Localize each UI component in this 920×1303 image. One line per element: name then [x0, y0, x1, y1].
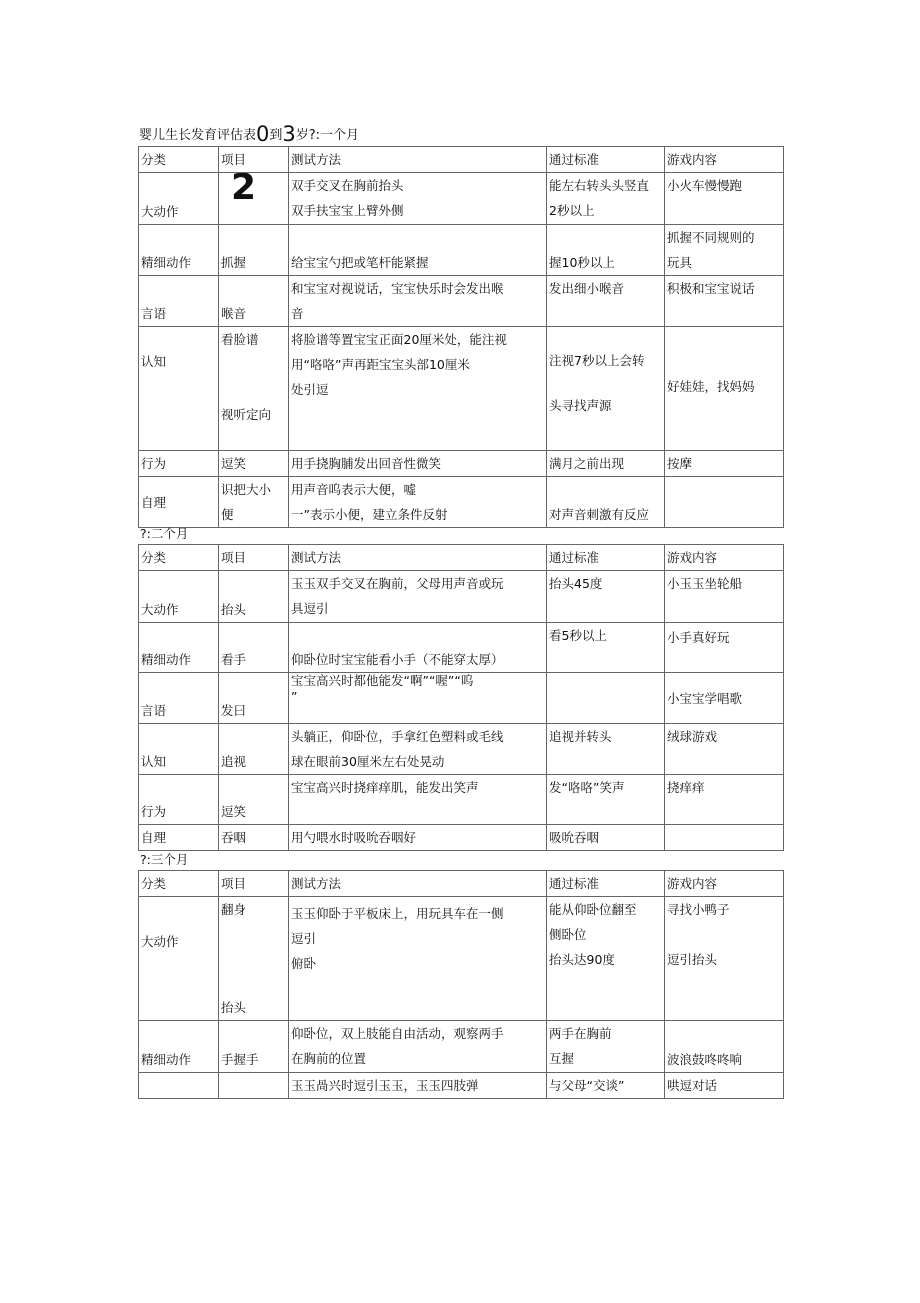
row-category: 行为 — [139, 451, 219, 477]
table-row — [139, 724, 784, 775]
row-method: 给宝宝勺把或笔杆能紧握 — [289, 225, 547, 276]
row-standard: 追视并转头 — [547, 724, 665, 775]
row-method: 双手交叉在胸前抬头 双手扶宝宝上臂外侧 — [289, 173, 547, 225]
row-category: 精细动作 — [139, 1021, 219, 1073]
row-method: 将脸谱等置宝宝正面20厘米处，能注视 用“咯咯”声再距宝宝头部10厘米 处引逗 — [289, 327, 547, 451]
header-standard: 通过标准 — [547, 871, 665, 897]
row-method: 仰卧位时宝宝能看小手（不能穿太厚） — [289, 623, 547, 673]
row-method: 用声音呜表示大便，嘘 一”表示小便，建立条件反射 — [289, 477, 547, 528]
header-category: 分类 — [139, 545, 219, 571]
header-category: 分类 — [139, 871, 219, 897]
row-category: 自理 — [139, 825, 219, 851]
row-item: 看手 — [219, 623, 289, 673]
row-standard: 吸吮吞咽 — [547, 825, 665, 851]
row-standard: 对声音刺激有反应 — [547, 477, 665, 528]
row-standard: 与父母“交谈” — [547, 1073, 665, 1099]
header-game: 游戏内容 — [665, 871, 784, 897]
row-game: 好娃娃，找妈妈 — [665, 327, 784, 451]
row-item: 吞咽 — [219, 825, 289, 851]
table-month-2 — [138, 544, 784, 851]
row-item: 抬头 — [219, 571, 289, 623]
header-item: 项目 — [219, 871, 289, 897]
table-month-1 — [138, 146, 784, 528]
row-category: 自理 — [139, 477, 219, 528]
row-game: 小手真好玩 — [665, 623, 784, 673]
table-header-row — [139, 871, 784, 897]
header-item: 项目 — [219, 545, 289, 571]
row-item: 手握手 — [219, 1021, 289, 1073]
row-game: 抓握不同规则的 玩具 — [665, 225, 784, 276]
row-category: 大动作 — [139, 897, 219, 1021]
table-month-3 — [138, 870, 784, 1099]
row-standard: 能左右转头头竖直 2秒以上 — [547, 173, 665, 225]
row-item: 识把大小 便 — [219, 477, 289, 528]
row-method: 玉玉咼兴时逗引玉玉，玉玉四肢弹 — [289, 1073, 547, 1099]
table-row — [139, 276, 784, 327]
table-row — [139, 451, 784, 477]
table-row — [139, 225, 784, 276]
row-standard: 握10秒以上 — [547, 225, 665, 276]
row-item: 看脸谱 视听定向 — [219, 327, 289, 451]
header-method: 测试方法 — [289, 871, 547, 897]
table-row — [139, 623, 784, 673]
row-item: 喉音 — [219, 276, 289, 327]
row-game: 小玉玉坐轮船 — [665, 571, 784, 623]
row-standard: 发出细小喉音 — [547, 276, 665, 327]
row-method: 宝宝高兴时都他能发“啊”“喔”“呜 ” — [289, 673, 547, 724]
row-game — [665, 825, 784, 851]
row-method: 宝宝高兴时挠痒痒肌，能发出笑声 — [289, 775, 547, 825]
row-standard: 满月之前出现 — [547, 451, 665, 477]
header-method: 测试方法 — [289, 147, 547, 173]
table-header-row — [139, 545, 784, 571]
row-game: 积极和宝宝说话 — [665, 276, 784, 327]
large-number-mark: 2 — [231, 172, 257, 208]
row-method: 和宝宝对视说话，宝宝快乐时会发出喉 音 — [289, 276, 547, 327]
row-game: 挠痒痒 — [665, 775, 784, 825]
table-row — [139, 1073, 784, 1099]
row-category: 精细动作 — [139, 225, 219, 276]
row-standard: 看5秒以上 — [547, 623, 665, 673]
row-category: 言语 — [139, 673, 219, 724]
row-item: 逗笑 — [219, 451, 289, 477]
row-method: 用手挠胸脯发出回音性微笑 — [289, 451, 547, 477]
row-category — [139, 1073, 219, 1099]
header-item: 项目 — [219, 147, 289, 173]
row-game — [665, 477, 784, 528]
row-standard: 发“咯咯”笑声 — [547, 775, 665, 825]
header-standard: 通过标准 — [547, 147, 665, 173]
table-row — [139, 897, 784, 1021]
row-game: 按摩 — [665, 451, 784, 477]
row-method: 玉玉仰卧于平板床上，用玩具车在一侧 逗引 俯卧 — [289, 897, 547, 1021]
row-standard: 抬头45度 — [547, 571, 665, 623]
row-method: 头躺正，仰卧位，手拿红色塑料或毛线 球在眼前30厘米左右处晃动 — [289, 724, 547, 775]
row-standard: 能从仰卧位翻至 侧卧位 抬头达90度 — [547, 897, 665, 1021]
table-row — [139, 571, 784, 623]
row-category: 精细动作 — [139, 623, 219, 673]
row-item: 抓握 — [219, 225, 289, 276]
row-game: 寻找小鸭子 逗引抬头 — [665, 897, 784, 1021]
row-game: 小宝宝学唱歌 — [665, 673, 784, 724]
row-category: 认知 — [139, 724, 219, 775]
row-item: 翻身 抬头 — [219, 897, 289, 1021]
row-game: 哄逗对话 — [665, 1073, 784, 1099]
table-row — [139, 1021, 784, 1073]
header-game: 游戏内容 — [665, 545, 784, 571]
page-title: 婴儿生长发育评估表0到3岁?:一个月 — [139, 122, 360, 146]
row-method: 玉玉双手交叉在胸前，父母用声音或玩 具逗引 — [289, 571, 547, 623]
header-standard: 通过标准 — [547, 545, 665, 571]
row-category: 大动作 — [139, 173, 219, 225]
row-category: 认知 — [139, 327, 219, 451]
header-game: 游戏内容 — [665, 147, 784, 173]
row-item: 发曰 — [219, 673, 289, 724]
row-category: 行为 — [139, 775, 219, 825]
row-category: 言语 — [139, 276, 219, 327]
table-row — [139, 327, 784, 451]
row-game: 小火车慢慢跑 — [665, 173, 784, 225]
row-method: 仰卧位，双上肢能自由活动，观察两手 在胸前的位置 — [289, 1021, 547, 1073]
row-game: 绒球游戏 — [665, 724, 784, 775]
row-method: 用勺喂水时吸吮吞咽好 — [289, 825, 547, 851]
section-title-month-2: ?:二个月 — [140, 526, 189, 541]
row-standard: 注视7秒以上会转 头寻找声源 — [547, 327, 665, 451]
row-game: 波浪鼓咚咚响 — [665, 1021, 784, 1073]
table-row — [139, 775, 784, 825]
table-row — [139, 673, 784, 724]
table-row — [139, 477, 784, 528]
row-item — [219, 1073, 289, 1099]
section-title-month-3: ?:三个月 — [140, 852, 189, 867]
row-category: 大动作 — [139, 571, 219, 623]
row-standard: 两手在胸前 互握 — [547, 1021, 665, 1073]
table-header-row — [139, 147, 784, 173]
header-category: 分类 — [139, 147, 219, 173]
row-item — [219, 173, 289, 225]
table-row — [139, 825, 784, 851]
table-row — [139, 173, 784, 225]
row-standard — [547, 673, 665, 724]
header-method: 测试方法 — [289, 545, 547, 571]
row-item: 逗笑 — [219, 775, 289, 825]
row-item: 追视 — [219, 724, 289, 775]
